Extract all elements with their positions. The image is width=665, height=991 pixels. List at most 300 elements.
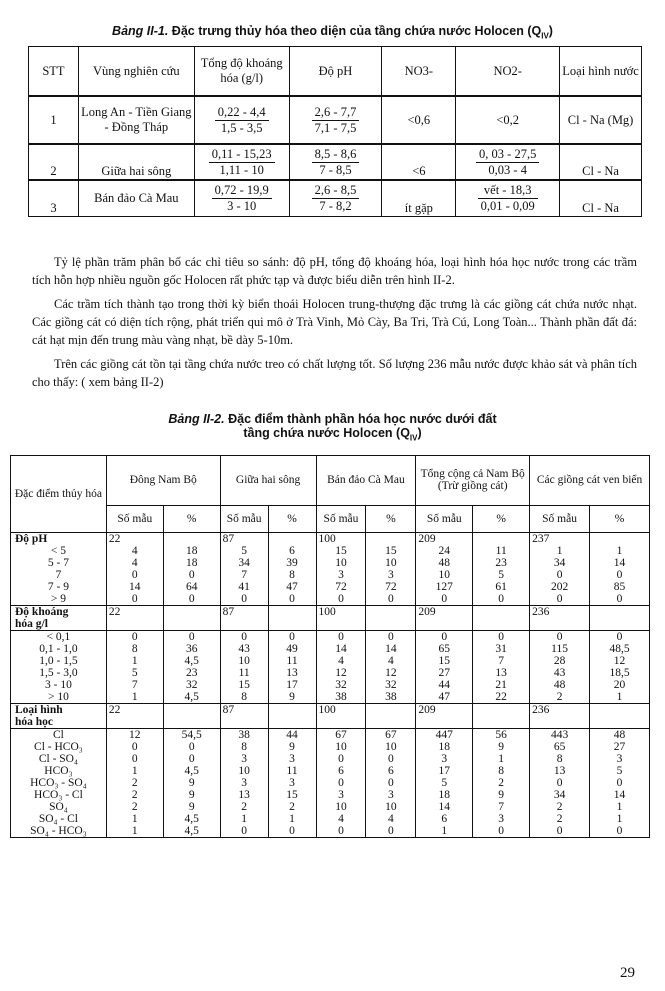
cell-pct: 12 bbox=[366, 667, 416, 679]
cell-pct: 0 bbox=[268, 631, 316, 644]
cell-pct: 7 bbox=[473, 655, 530, 667]
cell-count: 47 bbox=[416, 691, 473, 704]
cell-pct: 18 bbox=[163, 545, 220, 557]
row-label: Độ khoáng bbox=[11, 606, 107, 619]
cell-pct bbox=[268, 716, 316, 729]
table1 bbox=[28, 46, 642, 217]
table-row bbox=[11, 729, 650, 742]
cell-pct: 1 bbox=[590, 691, 650, 704]
cell-count: 15 bbox=[220, 679, 268, 691]
table2-group-header bbox=[11, 456, 650, 506]
cell-pct: 85 bbox=[590, 581, 650, 593]
cell-pct: 31 bbox=[473, 643, 530, 655]
cell-pct: 0 bbox=[473, 825, 530, 838]
cell-pct: 3 bbox=[473, 813, 530, 825]
cell-pct: 4,5 bbox=[163, 813, 220, 825]
cell-pct: 0 bbox=[366, 631, 416, 644]
cell-pct: 15 bbox=[366, 545, 416, 557]
t1-header-region: Vùng nghiên cứu bbox=[78, 47, 194, 97]
cell-pct bbox=[268, 533, 316, 546]
cell-count: 1 bbox=[106, 691, 163, 704]
cell-pct: 1 bbox=[590, 813, 650, 825]
table2-caption: Bảng II-2. Đặc điểm thành phần hóa học nước dưới đất tầng chứa nước Holocen $(Q_{IV})$ bbox=[168, 412, 497, 443]
row-label: HCO₃ - SO₄ bbox=[11, 777, 107, 789]
cell-pct: 32 bbox=[366, 679, 416, 691]
cell-count: 10 bbox=[220, 765, 268, 777]
cell-pct: 0 bbox=[590, 631, 650, 644]
cell-pct: 0 bbox=[366, 777, 416, 789]
t1-no3: <6 bbox=[382, 144, 456, 180]
cell-pct: 64 bbox=[163, 581, 220, 593]
cell-pct: 8 bbox=[473, 765, 530, 777]
cell-count: 7 bbox=[106, 679, 163, 691]
t1-mineral: $\frac{0,22 - 4,4}{1,5 - 3,5}$ bbox=[194, 96, 289, 144]
cell-count: 12 bbox=[106, 729, 163, 742]
table-row bbox=[11, 813, 650, 825]
row-label: 5 - 7 bbox=[11, 557, 107, 569]
cell-count: 2 bbox=[530, 691, 590, 704]
cell-pct bbox=[590, 618, 650, 631]
paragraph: Các trầm tích thành tạo trong thời kỳ biển thoái Holocen trung-thượng đặc trưng là các giồng cát chứa nước nhạt. Các giồng cát có diện tích rộng, phát triển qui mô ở Trà Vinh, Mỏ Cày, Ba Tri, Trà Cú, Long Toàn... Thành phần đất đá: cát hạt mịn đến trung màu vàng nhạt, bề dày 5-10m. bbox=[32, 297, 637, 347]
t1-mineral: $\frac{0,11 - 15,23}{1,11 - 10}$ bbox=[194, 144, 289, 180]
cell-pct bbox=[473, 618, 530, 631]
cell-pct bbox=[366, 618, 416, 631]
cell-count: 2 bbox=[530, 801, 590, 813]
t1-header-stt: STT bbox=[29, 47, 79, 97]
cell-pct: 8 bbox=[268, 569, 316, 581]
t1-header-no2: NO2- bbox=[456, 47, 560, 97]
table-row bbox=[11, 789, 650, 801]
cell-count: 13 bbox=[220, 789, 268, 801]
t1-ph: $\frac{8,5 - 8,6}{7 - 8,5}$ bbox=[289, 144, 382, 180]
row-label: SO₄ bbox=[11, 801, 107, 813]
cell-count: 6 bbox=[416, 813, 473, 825]
cell-pct: 13 bbox=[473, 667, 530, 679]
cell-count: 11 bbox=[220, 667, 268, 679]
cell-pct: 18 bbox=[163, 557, 220, 569]
cell-count: 0 bbox=[106, 593, 163, 606]
row-label: hóa học bbox=[11, 716, 107, 729]
cell-count: 0 bbox=[530, 593, 590, 606]
cell-count bbox=[220, 618, 268, 631]
cell-pct bbox=[163, 533, 220, 546]
cell-count: 10 bbox=[316, 557, 366, 569]
table-row bbox=[11, 704, 650, 717]
cell-pct bbox=[268, 606, 316, 619]
cell-pct: 54,5 bbox=[163, 729, 220, 742]
table-row bbox=[11, 753, 650, 765]
table1-row bbox=[29, 96, 642, 144]
cell-count: 2 bbox=[530, 813, 590, 825]
cell-pct: 0 bbox=[590, 569, 650, 581]
row-label: 7 bbox=[11, 569, 107, 581]
cell-pct bbox=[590, 533, 650, 546]
cell-count: 34 bbox=[530, 557, 590, 569]
cell-pct: 6 bbox=[366, 765, 416, 777]
t1-no2: $\frac{0, 03 - 27,5}{0,03 - 4}$ bbox=[456, 144, 560, 180]
cell-pct: 0 bbox=[366, 825, 416, 838]
cell-count: 5 bbox=[106, 667, 163, 679]
cell-pct: 9 bbox=[163, 789, 220, 801]
row-label: SO₄ - Cl bbox=[11, 813, 107, 825]
cell-pct bbox=[366, 606, 416, 619]
cell-count: 0 bbox=[106, 753, 163, 765]
cell-pct: 32 bbox=[163, 679, 220, 691]
cell-pct: 27 bbox=[590, 741, 650, 753]
row-label: < 5 bbox=[11, 545, 107, 557]
cell-count bbox=[106, 618, 163, 631]
cell-pct bbox=[590, 704, 650, 717]
cell-count bbox=[316, 618, 366, 631]
cell-pct bbox=[590, 716, 650, 729]
t1-stt: 1 bbox=[29, 96, 79, 144]
cell-count: 13 bbox=[530, 765, 590, 777]
cell-count: 5 bbox=[416, 777, 473, 789]
cell-count: 4 bbox=[316, 655, 366, 667]
t1-ph: $\frac{2,6 - 7,7}{7,1 - 7,5}$ bbox=[289, 96, 382, 144]
cell-count: 1 bbox=[106, 765, 163, 777]
row-label: 3 - 10 bbox=[11, 679, 107, 691]
cell-count: 14 bbox=[106, 581, 163, 593]
row-label: Cl bbox=[11, 729, 107, 742]
cell-pct: 0 bbox=[366, 593, 416, 606]
cell-pct: 0 bbox=[163, 741, 220, 753]
row-label: 0,1 - 1,0 bbox=[11, 643, 107, 655]
cell-count: 1 bbox=[220, 813, 268, 825]
cell-pct: 4 bbox=[366, 655, 416, 667]
cell-pct bbox=[366, 716, 416, 729]
cell-pct: 1 bbox=[590, 545, 650, 557]
t2-sub-pct: % bbox=[590, 505, 650, 532]
table-row bbox=[11, 557, 650, 569]
table2-sub-header bbox=[11, 505, 650, 532]
cell-pct bbox=[473, 704, 530, 717]
cell-pct: 5 bbox=[590, 765, 650, 777]
cell-count: 34 bbox=[530, 789, 590, 801]
row-label: Độ pH bbox=[11, 533, 107, 546]
cell-pct: 14 bbox=[590, 789, 650, 801]
cell-count: 22 bbox=[106, 606, 163, 619]
cell-count: 87 bbox=[220, 606, 268, 619]
cell-pct: 0 bbox=[163, 753, 220, 765]
row-label: < 0,1 bbox=[11, 631, 107, 644]
cell-count: 0 bbox=[530, 631, 590, 644]
t1-type: Cl - Na bbox=[560, 180, 642, 216]
cell-count: 447 bbox=[416, 729, 473, 742]
cell-count: 65 bbox=[416, 643, 473, 655]
cell-pct: 47 bbox=[268, 581, 316, 593]
cell-pct: 9 bbox=[473, 741, 530, 753]
cell-count: 8 bbox=[220, 691, 268, 704]
row-label: > 9 bbox=[11, 593, 107, 606]
cell-count: 18 bbox=[416, 789, 473, 801]
cell-pct: 48 bbox=[590, 729, 650, 742]
cell-pct bbox=[473, 533, 530, 546]
cell-count: 3 bbox=[416, 753, 473, 765]
cell-pct: 5 bbox=[473, 569, 530, 581]
cell-count: 15 bbox=[316, 545, 366, 557]
table-row bbox=[11, 741, 650, 753]
table-row bbox=[11, 545, 650, 557]
row-label: 7 - 9 bbox=[11, 581, 107, 593]
cell-pct bbox=[268, 704, 316, 717]
cell-pct: 0 bbox=[473, 593, 530, 606]
cell-count: 236 bbox=[530, 606, 590, 619]
cell-count: 127 bbox=[416, 581, 473, 593]
t2-group: Các giồng cát ven biển bbox=[530, 456, 650, 506]
cell-pct: 0 bbox=[268, 825, 316, 838]
row-label: 1,0 - 1,5 bbox=[11, 655, 107, 667]
row-label: Cl - HCO₃ bbox=[11, 741, 107, 753]
cell-count: 1 bbox=[106, 825, 163, 838]
table-row bbox=[11, 801, 650, 813]
t1-mineral: $\frac{0,72 - 19,9}{3 - 10}$ bbox=[194, 180, 289, 216]
cell-pct: 23 bbox=[473, 557, 530, 569]
cell-pct: 1 bbox=[473, 753, 530, 765]
cell-count: 43 bbox=[530, 667, 590, 679]
cell-count: 34 bbox=[220, 557, 268, 569]
cell-pct: 56 bbox=[473, 729, 530, 742]
cell-pct: 1 bbox=[268, 813, 316, 825]
cell-pct: 3 bbox=[366, 789, 416, 801]
t2-sub-count: Số mẫu bbox=[106, 505, 163, 532]
cell-pct: 0 bbox=[590, 593, 650, 606]
cell-pct: 7 bbox=[473, 801, 530, 813]
cell-count: 10 bbox=[316, 801, 366, 813]
cell-pct: 20 bbox=[590, 679, 650, 691]
cell-count bbox=[106, 716, 163, 729]
t1-header-mineral: Tổng độ khoáng hóa (g/l) bbox=[194, 47, 289, 97]
cell-pct: 0 bbox=[163, 569, 220, 581]
cell-count: 209 bbox=[416, 533, 473, 546]
cell-pct: 11 bbox=[268, 765, 316, 777]
cell-count: 202 bbox=[530, 581, 590, 593]
paragraph: Tỷ lệ phần trăm phân bố các chỉ tiêu so sánh: độ pH, tổng độ khoáng hóa, loại hình hóa học nước trong các trầm tích hỗn hợp nhiều nguồn gốc Holocen rất phức tạp và được biểu diễn trên hình II-2. bbox=[32, 255, 637, 287]
table1-row bbox=[29, 144, 642, 180]
cell-count: 0 bbox=[220, 825, 268, 838]
cell-count: 0 bbox=[530, 825, 590, 838]
table-row bbox=[11, 667, 650, 679]
cell-count: 72 bbox=[316, 581, 366, 593]
t2-sub-pct: % bbox=[473, 505, 530, 532]
cell-pct: 11 bbox=[473, 545, 530, 557]
table-row bbox=[11, 581, 650, 593]
t2-col-label: Đặc điểm thủy hóa bbox=[11, 456, 107, 533]
table-row bbox=[11, 631, 650, 644]
cell-count: 0 bbox=[316, 825, 366, 838]
cell-count: 10 bbox=[220, 655, 268, 667]
table-row bbox=[11, 655, 650, 667]
table-row bbox=[11, 679, 650, 691]
cell-count: 209 bbox=[416, 606, 473, 619]
table-row bbox=[11, 825, 650, 838]
cell-count: 41 bbox=[220, 581, 268, 593]
table1-header-row bbox=[29, 47, 642, 97]
cell-pct: 3 bbox=[268, 777, 316, 789]
t2-group: Giữa hai sông bbox=[220, 456, 316, 506]
cell-count: 22 bbox=[106, 704, 163, 717]
cell-pct: 14 bbox=[590, 557, 650, 569]
cell-count: 17 bbox=[416, 765, 473, 777]
cell-pct: 2 bbox=[268, 801, 316, 813]
cell-count: 24 bbox=[416, 545, 473, 557]
cell-count: 87 bbox=[220, 704, 268, 717]
cell-count: 1 bbox=[106, 655, 163, 667]
cell-pct: 0 bbox=[163, 593, 220, 606]
t2-sub-count: Số mẫu bbox=[530, 505, 590, 532]
table-row bbox=[11, 765, 650, 777]
cell-count: 0 bbox=[530, 777, 590, 789]
cell-pct: 48,5 bbox=[590, 643, 650, 655]
cell-count bbox=[530, 716, 590, 729]
table-row bbox=[11, 593, 650, 606]
cell-pct bbox=[366, 533, 416, 546]
t1-no3: <0,6 bbox=[382, 96, 456, 144]
cell-count: 0 bbox=[530, 569, 590, 581]
cell-count: 443 bbox=[530, 729, 590, 742]
cell-pct: 3 bbox=[590, 753, 650, 765]
cell-pct: 4,5 bbox=[163, 655, 220, 667]
t1-stt: 3 bbox=[29, 180, 79, 216]
t1-region: Bán đảo Cà Mau bbox=[78, 180, 194, 216]
cell-count: 2 bbox=[106, 801, 163, 813]
cell-count: 28 bbox=[530, 655, 590, 667]
cell-count: 14 bbox=[316, 643, 366, 655]
cell-pct: 4 bbox=[366, 813, 416, 825]
cell-pct: 11 bbox=[268, 655, 316, 667]
cell-pct: 18,5 bbox=[590, 667, 650, 679]
cell-count: 4 bbox=[316, 813, 366, 825]
table2-body bbox=[11, 533, 650, 838]
t1-no2: $\frac{\text{vết - 18,3}}{0,01 - 0,09}$ bbox=[456, 180, 560, 216]
table1-caption: Bảng II-1. Đặc trưng thủy hóa theo diện của tầng chứa nước Holocen $(Q_{IV})$ bbox=[112, 24, 553, 41]
t1-ph: $\frac{2,6 - 8,5}{7 - 8,2}$ bbox=[289, 180, 382, 216]
cell-pct: 2 bbox=[473, 777, 530, 789]
table-row bbox=[11, 569, 650, 581]
cell-pct: 0 bbox=[163, 631, 220, 644]
cell-count: 3 bbox=[220, 753, 268, 765]
cell-count: 1 bbox=[530, 545, 590, 557]
cell-pct: 0 bbox=[590, 825, 650, 838]
cell-pct: 14 bbox=[366, 643, 416, 655]
cell-count: 0 bbox=[106, 631, 163, 644]
t2-sub-pct: % bbox=[268, 505, 316, 532]
cell-count: 4 bbox=[106, 545, 163, 557]
cell-count: 115 bbox=[530, 643, 590, 655]
cell-count bbox=[416, 716, 473, 729]
cell-count: 0 bbox=[316, 631, 366, 644]
cell-pct: 6 bbox=[268, 545, 316, 557]
cell-pct: 3 bbox=[268, 753, 316, 765]
t2-sub-count: Số mẫu bbox=[416, 505, 473, 532]
cell-count: 3 bbox=[316, 569, 366, 581]
cell-pct bbox=[163, 716, 220, 729]
cell-count: 0 bbox=[220, 631, 268, 644]
t2-sub-pct: % bbox=[163, 505, 220, 532]
row-label: hóa g/l bbox=[11, 618, 107, 631]
cell-count: 100 bbox=[316, 533, 366, 546]
cell-count: 38 bbox=[316, 691, 366, 704]
cell-pct: 38 bbox=[366, 691, 416, 704]
table-row bbox=[11, 643, 650, 655]
cell-count: 15 bbox=[416, 655, 473, 667]
t2-sub-count: Số mẫu bbox=[316, 505, 366, 532]
cell-count bbox=[416, 618, 473, 631]
table-row bbox=[11, 777, 650, 789]
cell-pct: 9 bbox=[163, 777, 220, 789]
cell-pct: 10 bbox=[366, 557, 416, 569]
cell-count bbox=[220, 716, 268, 729]
cell-pct: 1 bbox=[590, 801, 650, 813]
t1-no3: ít gặp bbox=[382, 180, 456, 216]
cell-count: 18 bbox=[416, 741, 473, 753]
cell-pct: 4,5 bbox=[163, 691, 220, 704]
cell-count: 14 bbox=[416, 801, 473, 813]
cell-count: 48 bbox=[416, 557, 473, 569]
cell-count: 3 bbox=[220, 777, 268, 789]
cell-pct: 9 bbox=[268, 691, 316, 704]
cell-pct bbox=[268, 618, 316, 631]
cell-pct: 0 bbox=[473, 631, 530, 644]
cell-count: 2 bbox=[106, 789, 163, 801]
cell-count: 100 bbox=[316, 606, 366, 619]
t1-type: Cl - Na bbox=[560, 144, 642, 180]
row-label: SO₄ - HCO₃ bbox=[11, 825, 107, 838]
cell-pct: 10 bbox=[366, 801, 416, 813]
cell-pct: 61 bbox=[473, 581, 530, 593]
t1-header-type: Loại hình nước bbox=[560, 47, 642, 97]
cell-count: 0 bbox=[220, 593, 268, 606]
t2-group: Đông Nam Bộ bbox=[106, 456, 220, 506]
cell-count: 2 bbox=[106, 777, 163, 789]
row-label: > 10 bbox=[11, 691, 107, 704]
cell-pct: 44 bbox=[268, 729, 316, 742]
cell-count: 4 bbox=[106, 557, 163, 569]
cell-count: 27 bbox=[416, 667, 473, 679]
cell-pct bbox=[590, 606, 650, 619]
cell-count: 8 bbox=[220, 741, 268, 753]
cell-count: 48 bbox=[530, 679, 590, 691]
row-label: HCO₃ - Cl bbox=[11, 789, 107, 801]
t1-header-ph: Độ pH bbox=[289, 47, 382, 97]
cell-pct: 39 bbox=[268, 557, 316, 569]
table1-row bbox=[29, 180, 642, 216]
cell-pct: 21 bbox=[473, 679, 530, 691]
t2-group: Tổng cộng cả Nam Bộ (Trừ giồng cát) bbox=[416, 456, 530, 506]
cell-count: 6 bbox=[316, 765, 366, 777]
t1-region: Long An - Tiền Giang - Đồng Tháp bbox=[78, 96, 194, 144]
cell-count: 44 bbox=[416, 679, 473, 691]
cell-pct: 9 bbox=[163, 801, 220, 813]
cell-count: 0 bbox=[106, 741, 163, 753]
cell-count: 100 bbox=[316, 704, 366, 717]
cell-pct: 0 bbox=[268, 593, 316, 606]
cell-count: 236 bbox=[530, 704, 590, 717]
cell-count: 1 bbox=[416, 825, 473, 838]
cell-pct bbox=[163, 704, 220, 717]
cell-count: 1 bbox=[106, 813, 163, 825]
row-label: Cl - SO₄ bbox=[11, 753, 107, 765]
cell-count: 0 bbox=[106, 569, 163, 581]
t1-type: Cl - Na (Mg) bbox=[560, 96, 642, 144]
cell-pct: 23 bbox=[163, 667, 220, 679]
cell-count: 0 bbox=[416, 631, 473, 644]
cell-pct: 3 bbox=[366, 569, 416, 581]
cell-count: 0 bbox=[316, 753, 366, 765]
cell-pct: 4,5 bbox=[163, 765, 220, 777]
cell-count: 43 bbox=[220, 643, 268, 655]
row-label: HCO₃ bbox=[11, 765, 107, 777]
